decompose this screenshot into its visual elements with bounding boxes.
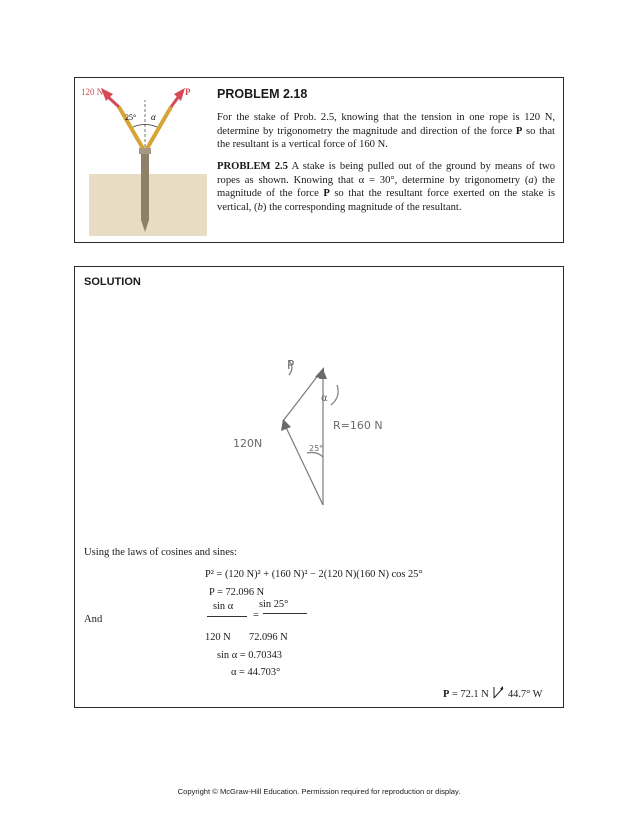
answer-value: = 72.1 N bbox=[451, 689, 489, 700]
answer-p: P bbox=[443, 689, 450, 700]
sketch-label-p: P bbox=[287, 358, 295, 372]
answer-direction: 44.7° W bbox=[507, 689, 543, 700]
text-segment: so that the resultant force exerted on the stake is vertical, ( bbox=[217, 188, 555, 213]
equation-law-of-cosines: P² = (120 N)² + (160 N)² − 2(120 N)(160 N) cos 25° bbox=[205, 569, 423, 580]
label-alpha: α bbox=[151, 112, 156, 122]
text-segment: ) the corresponding magnitude of the resultant. bbox=[262, 201, 462, 213]
label-p: P bbox=[185, 87, 191, 97]
sine-fraction-left-numerator: sin α bbox=[213, 601, 234, 612]
direction-arrow-icon bbox=[491, 685, 505, 699]
alpha-arc bbox=[331, 385, 338, 405]
rope-right bbox=[145, 107, 171, 152]
sine-equals: = bbox=[253, 610, 259, 621]
bold-p: P bbox=[323, 188, 330, 199]
equation-p-value: P = 72.096 N bbox=[209, 587, 265, 598]
text-segment: For the stake of Prob. 2.5, knowing that the tension in one rope is 120 N, determine by trigonometry the magnitude and direction of the force bbox=[217, 112, 555, 137]
sine-fraction-left-denominator: 120 N bbox=[205, 632, 231, 643]
solution-heading: SOLUTION bbox=[84, 276, 141, 288]
stake-head bbox=[139, 148, 151, 154]
vector-120n-line bbox=[283, 421, 323, 505]
part-b-label: b bbox=[257, 201, 263, 213]
stake-figure bbox=[79, 82, 211, 238]
fraction-bar-left bbox=[207, 616, 247, 617]
problem-text-2-18 bbox=[217, 111, 555, 152]
sine-fraction-right-numerator: sin 25° bbox=[259, 599, 289, 610]
solution-box bbox=[74, 266, 564, 708]
sketch-label-25deg: 25° bbox=[309, 444, 324, 453]
fraction-bar-right bbox=[263, 613, 307, 614]
arrowhead-120n bbox=[281, 419, 291, 431]
angle-25-arc bbox=[307, 453, 323, 458]
equation-alpha: α = 44.703° bbox=[231, 667, 281, 678]
final-answer bbox=[443, 685, 543, 700]
problem-title: PROBLEM 2.18 bbox=[217, 87, 308, 101]
text-segment: so that the resultant is a vertical force of 160 N. bbox=[217, 125, 555, 150]
sketch-label-alpha: α bbox=[321, 393, 328, 404]
sketch-label-resultant: R=160 N bbox=[333, 419, 383, 432]
label-25deg: 25° bbox=[125, 113, 137, 122]
text-segment: ) the magnitude of the force bbox=[217, 174, 555, 199]
part-a-label: a bbox=[528, 174, 534, 186]
force-triangle-sketch bbox=[225, 347, 405, 527]
solution-intro: Using the laws of cosines and sines: bbox=[84, 547, 237, 558]
problem-statement-box bbox=[74, 77, 564, 243]
problem-text-2-5 bbox=[217, 160, 555, 214]
stake bbox=[141, 150, 149, 220]
copyright-footer: Copyright © McGraw-Hill Education. Permission required for reproduction or display. bbox=[177, 787, 461, 796]
sketch-label-120n: 120N bbox=[233, 437, 263, 450]
label-120n: 120 N bbox=[81, 87, 104, 97]
sine-fraction-right-denominator: 72.096 N bbox=[249, 632, 288, 643]
equation-sin-alpha: sin α = 0.70343 bbox=[217, 650, 282, 661]
and-label: And bbox=[84, 614, 103, 625]
bold-p: P bbox=[515, 125, 523, 137]
text-segment: A stake is being pulled out of the ground by means of two ropes as shown. Knowing that α = 30°, determine by trigonometry ( bbox=[217, 161, 556, 186]
problem-2-5-label: PROBLEM 2.5 bbox=[217, 161, 288, 172]
